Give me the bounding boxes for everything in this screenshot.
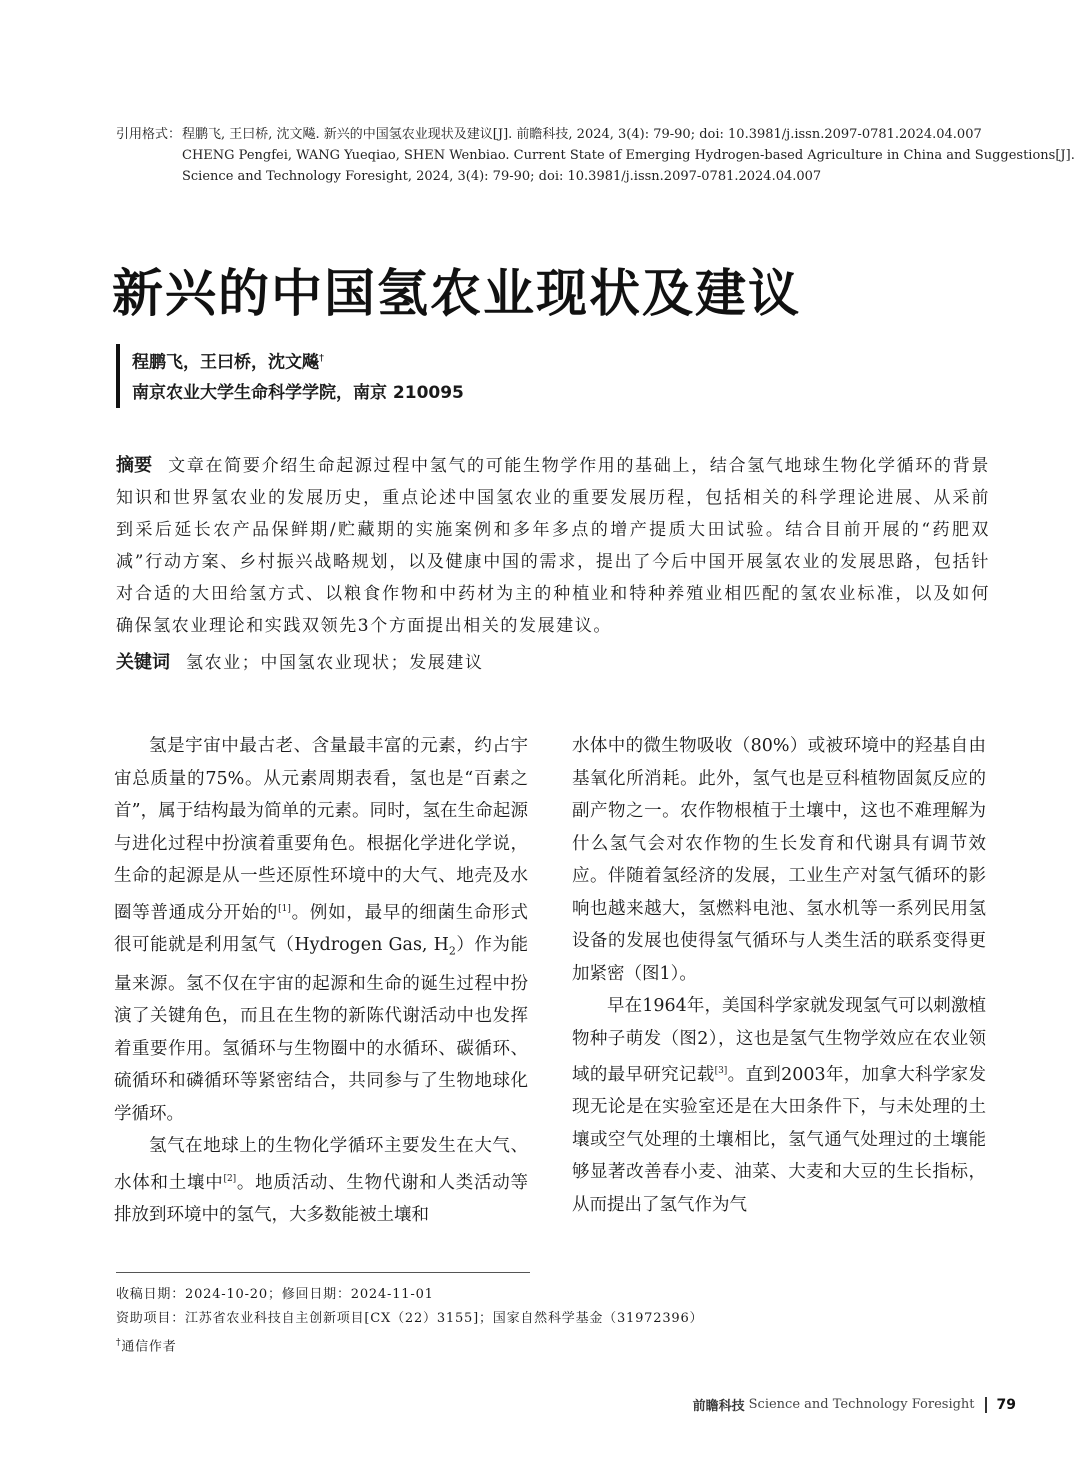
citation-ref: [2] [223, 1173, 237, 1184]
citation-cn: 程鹏飞, 王曰桥, 沈文飚. 新兴的中国氢农业现状及建议[J]. 前瞻科技, 2024, 3(4): 79-90; doi: 10.3981/j.issn.2097-0781.2024.04.007 [182, 127, 982, 142]
citation-ref: [3] [714, 1066, 728, 1076]
affiliation: 南京农业大学生命科学学院，南京 210095 [132, 382, 464, 403]
citation-block [116, 124, 1075, 187]
paragraph: 水体中的微生物吸收（80%）或被环境中的羟基自由基氧化所消耗。此外，氢气也是豆科植物固氮反应的副产物之一。农作物根植于土壤中，这也不难理解为什么氢气会对农作物的生长发育和代谢具有调节效应。伴随着氢经济的发展，工业生产对氢气循环的影响也越来越大，氢燃料电池、氢水机等一系列民用氢设备的发展也使得氢气循环与人类生活的联系变得更加紧密（图1）。 [572, 736, 986, 984]
corresponding-note: †通信作者 [116, 1338, 177, 1355]
abstract-text: 文章在简要介绍生命起源过程中氢气的可能生物学作用的基础上，结合氢气地球生物化学循环的背景知识和世界氢农业的发展历史，重点论述中国氢农业的重要发展历程，包括相关的科学理论进展、从采前到采后延长农产品保鲜期/贮藏期的实施案例和多年多点的增产提质大田试验。结合目前开展的“药肥双减”行动方案、乡村振兴战略规划，以及健康中国的需求，提出了今后中国开展氢农业的发展思路，包括针对合适的大田给氢方式、以粮食作物和中药材为主的种植业和特种养殖业相匹配的氢农业标准，以及如何确保氢农业理论和实践双领先3个方面提出相关的发展建议。 [116, 456, 991, 636]
footer-divider [985, 1397, 987, 1413]
body-column-left [114, 730, 528, 1232]
journal-name-cn: 前瞻科技 [692, 1399, 745, 1414]
abstract [116, 450, 990, 642]
keywords-text: 氢农业；中国氢农业现状；发展建议 [186, 653, 484, 673]
received-date: 收稿日期：2024-10-20；修回日期：2024-11-01 [116, 1287, 434, 1302]
page-footer [693, 1395, 1016, 1414]
abstract-label: 摘要 [116, 455, 153, 476]
keywords [116, 648, 484, 674]
corresponding-mark: † [319, 353, 324, 364]
paragraph: 氢气在地球上的生物化学循环主要发生在大气、水体和土壤中[2]。地质活动、生物代谢和人类活动等排放到环境中的氢气，大多数能被土壤和 [114, 1136, 529, 1226]
footnote-divider [116, 1272, 530, 1273]
keywords-label: 关键词 [116, 652, 170, 673]
citation-en-2: Science and Technology Foresight, 2024, 3(4): 79-90; doi: 10.3981/j.issn.2097-0781.2024.04.007 [182, 169, 822, 184]
author-names: 程鹏飞，王曰桥，沈文飚 [132, 352, 319, 373]
citation-en-1: CHENG Pengfei, WANG Yueqiao, SHEN Wenbiao. Current State of Emerging Hydrogen-based Agriculture in China and Suggestions[J]. [182, 148, 1075, 163]
citation-label: 引用格式： [116, 127, 182, 142]
paragraph: 早在1964年，美国科学家就发现氢气可以刺激植物种子萌发（图2），这也是氢气生物学效应在农业领域的最早研究记载[3]。直到2003年，加拿大科学家发现无论是在实验室还是在大田条件下，与未处理的土壤或空气处理的土壤相比，氢气通气处理过的土壤能够显著改善春小麦、油菜、大麦和大豆的生长指标，从而提出了氢气作为气 [572, 996, 986, 1215]
citation-ref: [1] [278, 903, 291, 914]
subscript: 2 [448, 944, 456, 958]
body-column-right [572, 730, 986, 1221]
funding: 资助项目：江苏省农业科技自主创新项目[CX（22）3155]；国家自然科学基金（31972396） [116, 1311, 704, 1326]
footnotes [116, 1283, 703, 1359]
author-box [116, 344, 464, 408]
journal-name-en: Science and Technology Foresight [748, 1397, 975, 1412]
page-title: 新兴的中国氢农业现状及建议 [112, 265, 802, 324]
page-number: 79 [996, 1396, 1016, 1413]
paragraph: 氢是宇宙中最古老、含量最丰富的元素，约占宇宙总质量的75%。从元素周期表看，氢也是“百素之首”，属于结构最为简单的元素。同时，氢在生命起源与进化过程中扮演着重要角色。根据化学进化学说，生命的起源是从一些还原性环境中的大气、地壳及水圈等普通成分开始的[1]。例如，最早的细菌生命形式很可能就是利用氢气（Hydrogen Gas, $H_2$）作为能量来源。氢不仅在宇宙的起源和生命的诞生过程中扮演了关键角色，而且在生物的新陈代谢活动中也发挥着重要作用。氢循环与生物圈中的水循环、碳循环、硫循环和磷循环等紧密结合，共同参与了生物地球化学循环。 [114, 736, 529, 1124]
